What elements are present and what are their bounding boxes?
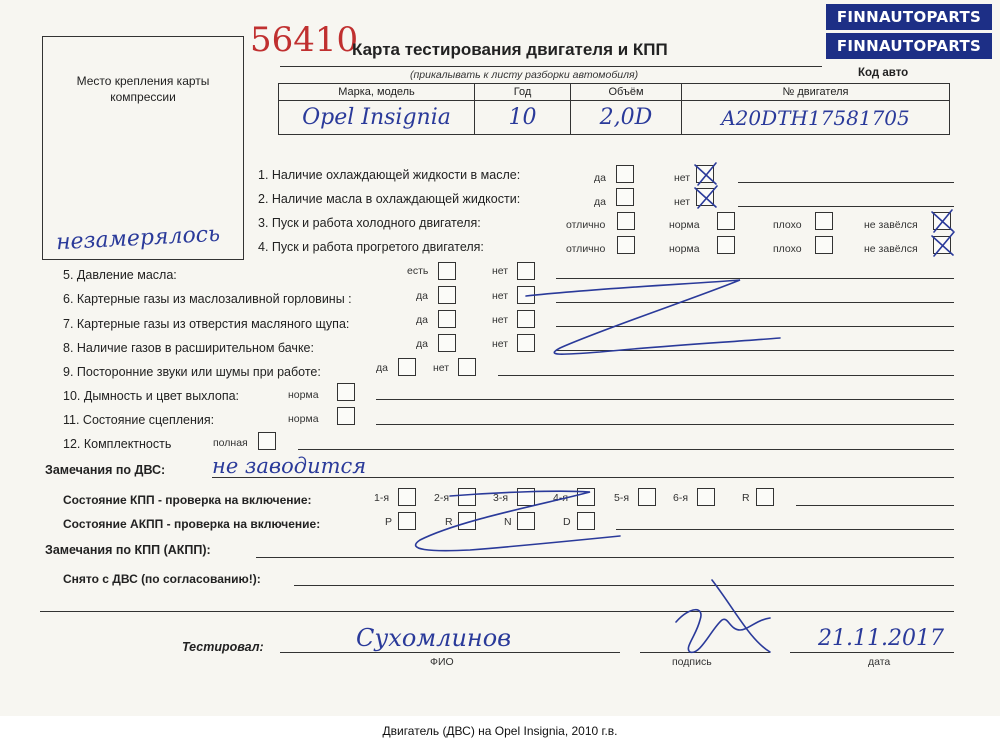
akpp-n-label: N [504, 516, 512, 528]
item-12-label: 12. Комплектность [63, 437, 172, 451]
header-volume: Объём [571, 84, 682, 101]
gearbox-strike-scribble [416, 491, 620, 550]
item-5-no: нет [492, 265, 509, 277]
signature-tail [712, 580, 770, 652]
fio-label: ФИО [430, 656, 454, 668]
item-9-yes: да [376, 362, 388, 374]
akpp-d-label: D [563, 516, 571, 528]
gear-r-label: R [742, 492, 750, 504]
auto-code-label: Код авто [858, 67, 909, 79]
engine-remarks-label: Замечания по ДВС: [45, 463, 166, 477]
akpp-state-label: Состояние АКПП - проверка на включение: [63, 517, 321, 531]
item-7-no: нет [492, 314, 509, 326]
item-8-yes: да [416, 338, 428, 350]
item-4-normal: норма [669, 243, 700, 255]
item-1-label: 1. Наличие охлаждающей жидкости в масле: [258, 168, 521, 182]
compression-card-label: Место крепления карты компрессии [76, 74, 210, 104]
item-7-label: 7. Картерные газы из отверстия масляного щупа: [63, 317, 350, 331]
item-5-label: 5. Давление масла: [63, 268, 177, 282]
engine-remarks-handwritten: не заводится [212, 454, 367, 478]
header-year: Год [475, 84, 571, 101]
item-4-not-started-check-mark [932, 232, 954, 256]
item-5-exists: есть [407, 265, 429, 277]
item-6-yes: да [416, 290, 428, 302]
gear-5-label: 5-я [614, 492, 630, 504]
item-10-normal: норма [288, 389, 319, 401]
akpp-r-label: R [445, 516, 453, 528]
item-6-label: 6. Картерные газы из маслозаливной горловины : [63, 292, 352, 306]
item-3-not-started: не завёлся [864, 219, 918, 231]
gear-2-label: 2-я [434, 492, 450, 504]
item-6-no: нет [492, 290, 509, 302]
tester-name-handwritten: Сухомлинов [356, 624, 512, 652]
item-3-excellent: отлично [566, 219, 606, 231]
compression-note-handwritten: незамерялось [55, 221, 221, 256]
gear-1-label: 1-я [374, 492, 390, 504]
card-title: Карта тестирования двигателя и КПП [352, 40, 668, 59]
item-2-label: 2. Наличие масла в охлаждающей жидкости: [258, 192, 521, 206]
item-3-normal: норма [669, 219, 700, 231]
item-9-label: 9. Посторонние звуки или шумы при работе: [63, 365, 321, 379]
items-5-8-strike-scribble [526, 280, 780, 354]
item-1-no: нет [674, 172, 691, 184]
item-1-yes: да [594, 172, 606, 184]
value-year: 10 [508, 105, 537, 130]
item-11-label: 11. Состояние сцепления: [63, 413, 215, 427]
item-11-normal: норма [288, 413, 319, 425]
item-4-excellent: отлично [566, 243, 606, 255]
card-subtitle: (прикалывать к листу разборки автомобиля) [410, 69, 639, 81]
item-3-label: 3. Пуск и работа холодного двигателя: [258, 216, 481, 230]
akpp-p-label: P [385, 516, 393, 528]
item-4-bad: плохо [773, 243, 802, 255]
image-caption: Двигатель (ДВС) на Opel Insignia, 2010 г.в. [0, 716, 1000, 750]
item-3-not-started-check-mark [932, 210, 953, 232]
item-7-yes: да [416, 314, 428, 326]
value-model: Opel Insignia [302, 105, 451, 130]
handwritten-number: 56410 [250, 20, 359, 60]
item-9-no: нет [433, 362, 450, 374]
gear-6-label: 6-я [673, 492, 689, 504]
value-volume: 2,0D [599, 105, 653, 130]
gear-4-label: 4-я [553, 492, 569, 504]
watermark-logo-2: FINNAUTOPARTS [826, 33, 992, 59]
item-10-label: 10. Дымность и цвет выхлопа: [63, 389, 240, 403]
kpp-state-label: Состояние КПП - проверка на включение: [63, 493, 312, 507]
kpp-remarks-label: Замечания по КПП (АКПП): [45, 543, 211, 557]
item-3-bad: плохо [773, 219, 802, 231]
date-label: дата [868, 656, 891, 668]
item-2-no: нет [674, 196, 691, 208]
signature-label: подпись [672, 656, 712, 668]
tested-label: Тестировал: [182, 640, 264, 654]
watermark-logo-1: FINNAUTOPARTS [826, 4, 992, 30]
item-12-full: полная [213, 437, 248, 449]
removed-label: Снято с ДВС (по согласованию!): [63, 572, 261, 586]
date-handwritten: 21.11.2017 [818, 626, 944, 651]
item-4-not-started: не завёлся [864, 243, 918, 255]
header-engine-number: № двигателя [682, 84, 950, 101]
gear-3-label: 3-я [493, 492, 509, 504]
item-4-label: 4. Пуск и работа прогретого двигателя: [258, 240, 484, 254]
header-model: Марка, модель [279, 84, 475, 101]
signature-mark [676, 610, 770, 653]
value-engine-number: A20DTH17581705 [721, 105, 910, 130]
item-1-no-check-mark [695, 163, 716, 185]
item-8-label: 8. Наличие газов в расширительном бачке: [63, 341, 314, 355]
item-2-yes: да [594, 196, 606, 208]
item-2-no-check-mark [695, 186, 717, 208]
item-8-no: нет [492, 338, 509, 350]
